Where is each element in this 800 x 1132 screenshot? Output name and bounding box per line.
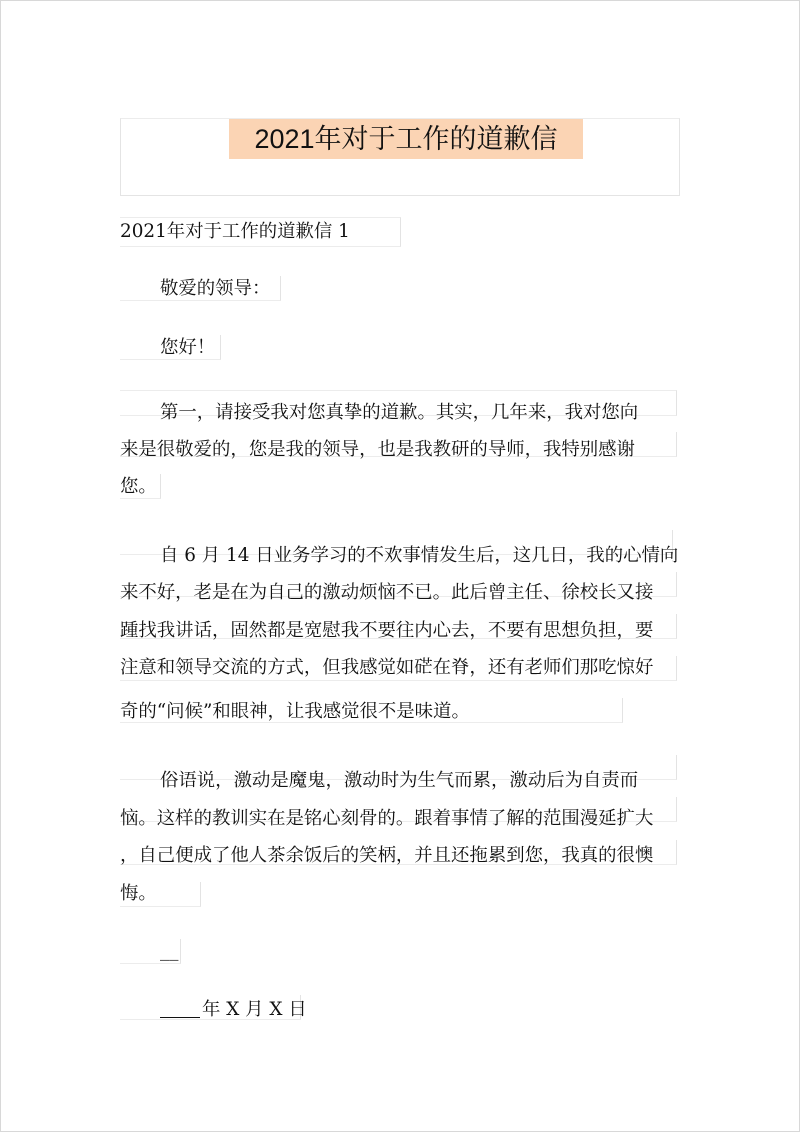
section-heading: 2021年对于工作的道歉信 1 bbox=[120, 221, 350, 242]
greeting-text: 您好！ bbox=[160, 337, 216, 358]
para2-line1-text: 自 6 月 14 日业务学习的不欢事情发生后，这几日，我的心情向 bbox=[160, 545, 679, 566]
date-text: 年 X 月 X 日 bbox=[202, 999, 307, 1020]
para3-line2: 恼。这样的教训实在是铭心刻骨的。跟着事情了解的范围漫延扩大 bbox=[120, 808, 654, 829]
document-title: 2021年对于工作的道歉信 bbox=[254, 124, 558, 154]
greeting bbox=[120, 333, 215, 363]
para1-line1 bbox=[120, 398, 638, 428]
signature-blank: __ bbox=[160, 940, 179, 961]
para1-line1-text: 第一，请接受我对您真挚的道歉。其实，几年来，我对您向 bbox=[160, 402, 639, 423]
para1-line2: 来是很敬爱的，您是我的领导，也是我教研的导师，我特别感谢 bbox=[120, 439, 635, 460]
salutation-text: 敬爱的领导： bbox=[160, 278, 271, 299]
para3-line1 bbox=[120, 766, 638, 796]
para2-line5: 奇的“问候”和眼神，让我感觉很不是味道。 bbox=[120, 701, 470, 722]
signature-line bbox=[120, 936, 178, 966]
para3-line3: ，自己便成了他人茶余饭后的笑柄，并且还拖累到您，我真的很懊 bbox=[120, 845, 654, 866]
para3-line1-text: 俗语说，激动是魔鬼，激动时为生气而累，激动后为自责而 bbox=[160, 770, 639, 791]
para2-line3: 踵找我讲话，固然都是宽慰我不要往内心去，不要有思想负担，要 bbox=[120, 620, 654, 641]
para1-line3: 您。 bbox=[120, 476, 157, 497]
salutation bbox=[120, 274, 270, 304]
para3-line4: 悔。 bbox=[120, 883, 157, 904]
date-line bbox=[120, 995, 307, 1025]
para2-line1 bbox=[120, 541, 678, 571]
date-year-blank bbox=[160, 1016, 200, 1018]
para2-line2: 来不好，老是在为自己的激动烦恼不已。此后曾主任、徐校长又接 bbox=[120, 582, 654, 603]
para2-line4: 注意和领导交流的方式，但我感觉如硭在脊，还有老师们那吃惊好 bbox=[120, 657, 654, 678]
